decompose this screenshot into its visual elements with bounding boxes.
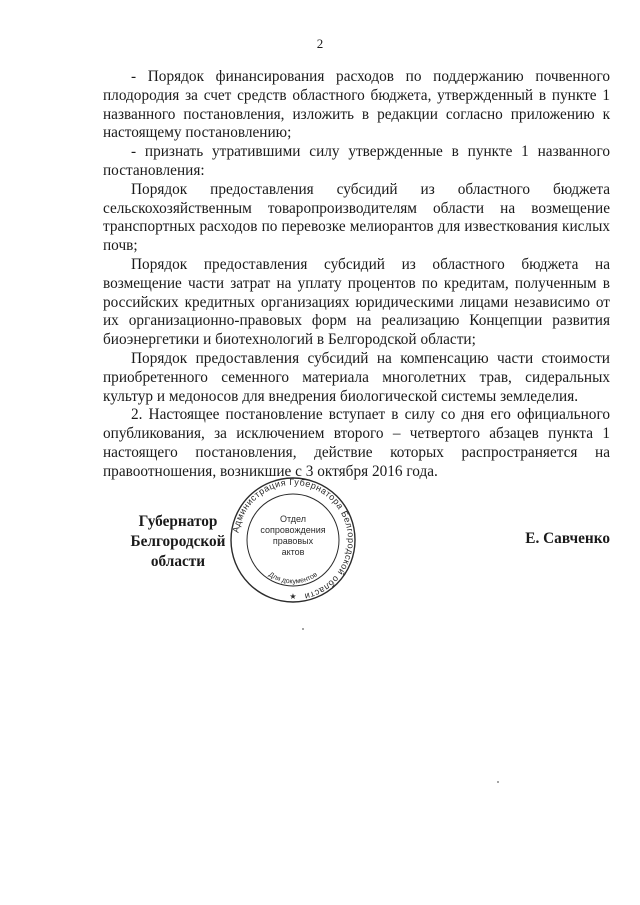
stamp-bottom-text: Для документов — [267, 571, 319, 586]
speck — [497, 781, 499, 783]
signatory-title-line2: Белгородской области — [130, 533, 226, 570]
page-number: 2 — [316, 36, 324, 51]
stamp-center-line2: сопровождения — [260, 525, 326, 535]
paragraph: Порядок предоставления субсидий из областного бюджета сельскохозяйственным товаропроизводителям области на возмещение транспортных расходов по перевозке мелиорантов для известкования кислых почв; — [103, 180, 610, 255]
official-stamp — [228, 475, 358, 605]
paragraph: - Порядок финансирования расходов по поддержанию почвенного плодородия за счет средств областного бюджета, утвержденный в пункте 1 названного постановления, изложить в редакции согласно приложению к настоящему постановлению; — [103, 68, 610, 142]
paragraph: Порядок предоставления субсидий из областного бюджета на возмещение части затрат на уплату процентов по кредитам, полученным в российских кредитных организациях юридическими лицами независимо от их организационно-правовых форм на реализацию Концепции развития биоэнергетики и биотехнологий в Белгородской области; — [103, 255, 610, 349]
svg-text:Для документов — [267, 571, 319, 585]
speck — [302, 628, 304, 630]
stamp-ring-text: Администрация Губернатора Белгородской области — [230, 476, 357, 602]
signatory-name: Е. Савченко — [525, 530, 610, 547]
stamp-center-line4: актов — [281, 547, 305, 557]
stamp-star-icon: ★ — [289, 592, 297, 601]
paragraph: 2. Настоящее постановление вступает в силу со дня его официального опубликования, за исключением второго – четвертого абзацев пункта 1 настоящего постановления, действие которых распространяется на правоотношения, возникшие с 3 октября 2016 года. — [103, 406, 610, 480]
stamp-center-line3: правовых — [272, 536, 314, 546]
document-body — [103, 68, 610, 482]
paragraph: - признать утратившими силу утвержденные в пункте 1 названного постановления: — [103, 143, 610, 179]
paragraph: Порядок предоставления субсидий на компенсацию части стоимости приобретенного семенного материала многолетних трав, сидеральных культур и медоносов для внедрения биологической системы земледелия. — [103, 349, 610, 405]
stamp-center-line1: Отдел — [279, 514, 307, 524]
signatory-title-line1: Губернатор — [138, 513, 218, 530]
